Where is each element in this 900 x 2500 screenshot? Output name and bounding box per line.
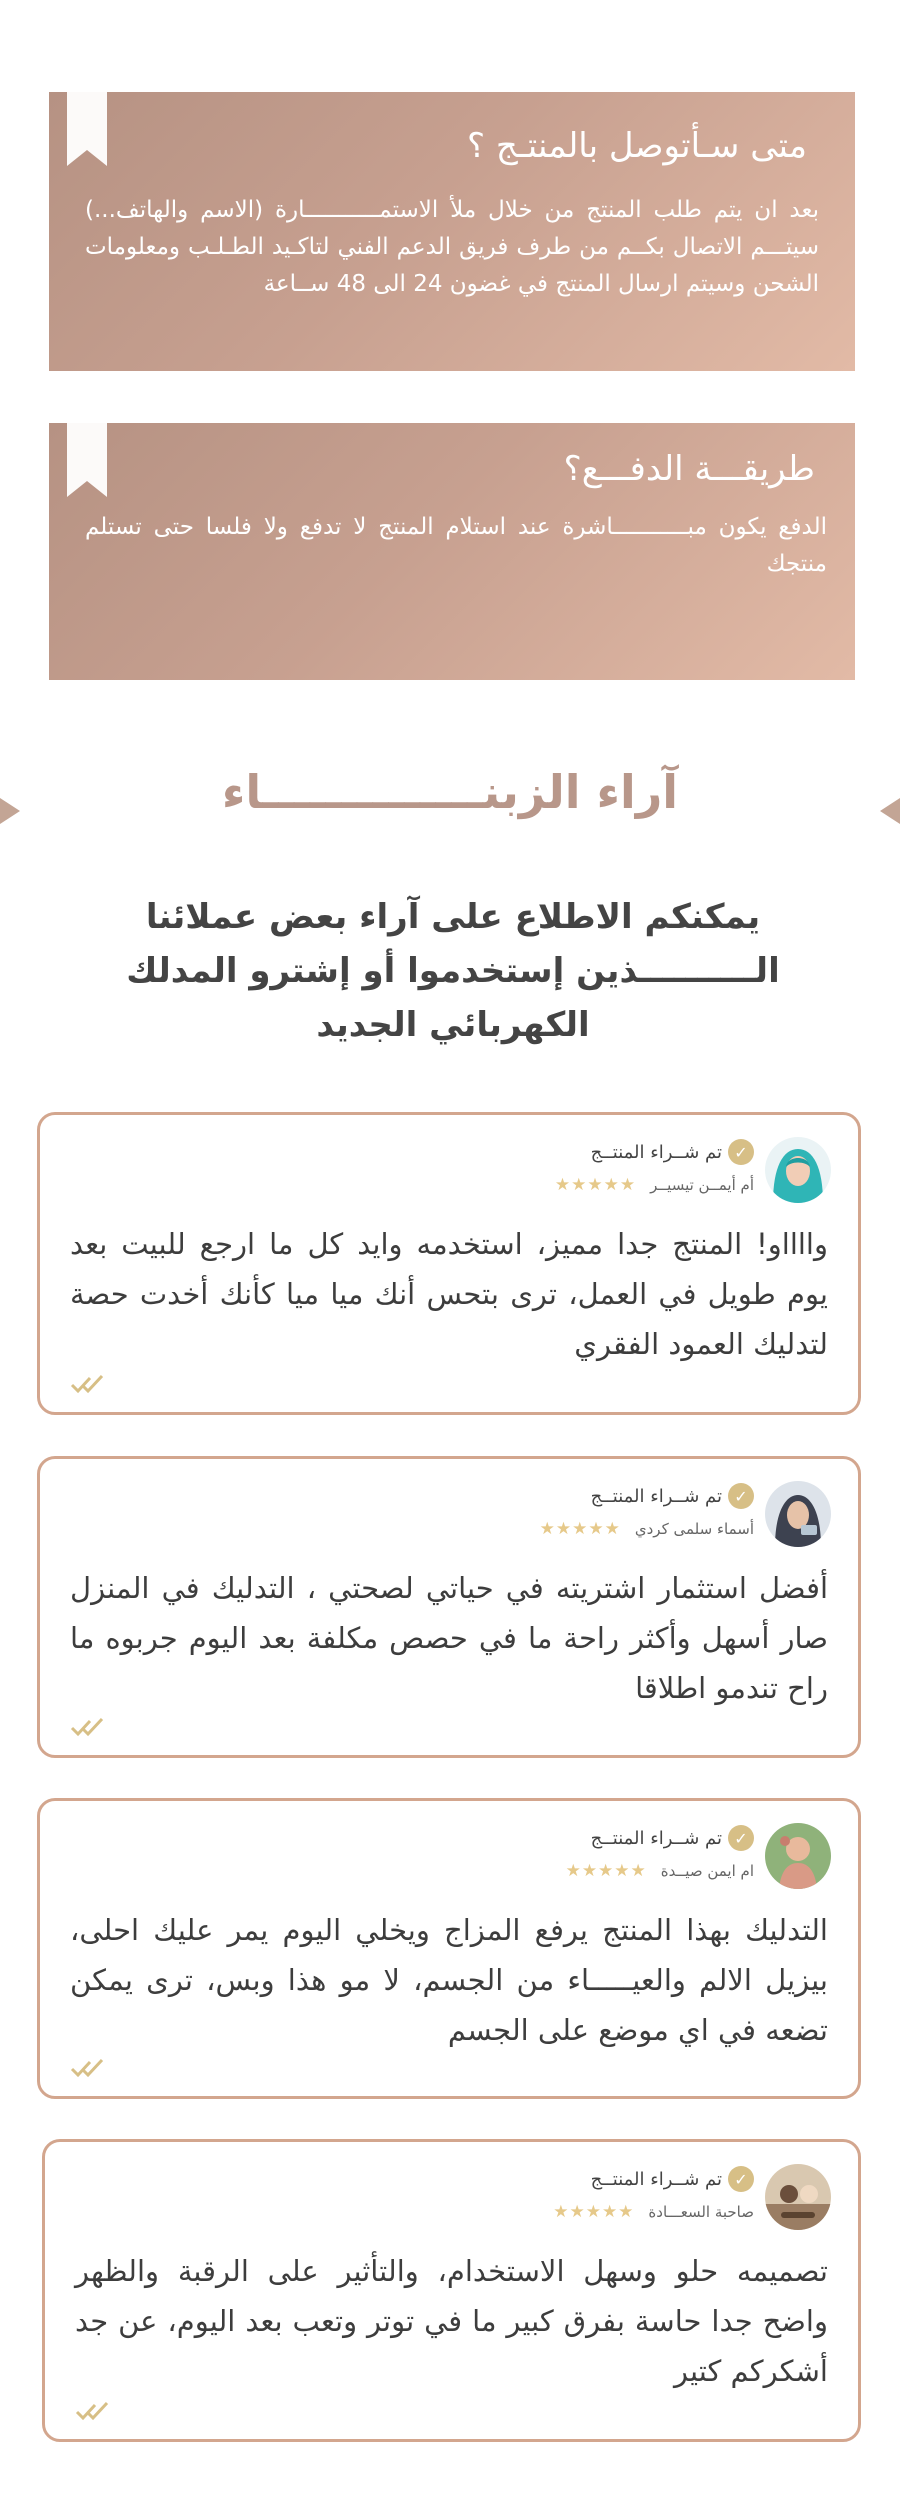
faq-question: طريقـــة الدفـــع؟	[563, 449, 815, 489]
reviews-title: آراء الزبنــــــــــــــاء	[221, 765, 679, 819]
review-card	[37, 1798, 861, 2099]
verified-label: تم شــراء المنتــج	[590, 1141, 722, 1163]
star-rating: ★★★★★	[553, 2202, 635, 2222]
verified-label: تم شــراء المنتــج	[590, 1827, 722, 1849]
avatar	[765, 2164, 831, 2230]
reviewer-meta	[566, 1861, 754, 1881]
reviewer-name: أسماء سلمى كردي	[634, 1520, 754, 1538]
reviewer-name: أم أيمــن تيسيــر	[650, 1176, 754, 1194]
star-rating: ★★★★★	[565, 1861, 647, 1881]
review-card	[37, 1456, 861, 1758]
reviews-intro: يمكنكم الاطلاع على آراء بعض عملائنا الــــــــــذين إستخدموا أو إشترو المدلك الكهربائي الجديد	[126, 897, 780, 1045]
verified-purchase	[591, 1825, 754, 1851]
review-card	[37, 1112, 861, 1415]
review-text: أفضل استثمار اشتريته في حياتي لصحتي ، التدليك في المنزل صار أسهل وأكثر راحة ما في حصص مكلفة بعد اليوم جربوه ما راح تندمو اطلاقا	[70, 1571, 828, 1705]
avatar	[765, 1823, 831, 1889]
reviewer-name: صاحبة السعـــادة	[648, 2203, 754, 2221]
double-check-icon	[70, 1374, 106, 1394]
double-check-icon	[75, 2401, 111, 2421]
review-text: وااااو! المنتج جدا مميز، استخدمه وايد كل ما ارجع للبيت بعد يوم طويل في العمل، ترى بتحس أنك ميا ميا كأنك أخدت حصة لتدليك العمود الفقري	[70, 1227, 828, 1361]
double-check-icon	[70, 2058, 106, 2078]
faq-card-payment	[49, 423, 855, 680]
verified-purchase	[591, 1139, 754, 1165]
verified-purchase	[591, 2166, 754, 2192]
verified-label: تم شــراء المنتــج	[590, 2168, 722, 2190]
reviewer-name: ام ايمن صيــدة	[660, 1862, 754, 1880]
double-check-icon	[70, 1717, 106, 1737]
star-rating: ★★★★★	[539, 1519, 621, 1539]
faq-answer: الدفع يكون مبـــــــــــاشرة عند استلام المنتج لا تدفع ولا فلسا حتى تستلم منتجك	[85, 514, 827, 577]
avatar	[765, 1481, 831, 1547]
reviewer-meta	[553, 2202, 754, 2222]
avatar	[765, 1137, 831, 1203]
review-card	[42, 2139, 861, 2442]
reviewer-meta	[555, 1175, 754, 1195]
bookmark-ribbon-icon	[67, 423, 107, 497]
verified-check-icon: ✓	[728, 1825, 754, 1851]
faq-question: متى سـأتوصل بالمنتـج ؟	[467, 126, 807, 166]
review-text: التدليك بهذا المنتج يرفع المزاج ويخلي اليوم يمر عليك احلى، بيزيل الالم والعيـــــاء من الجسم، لا مو هذا وبس، ترى يمكن تضعه في اي موضع على الجسم	[70, 1913, 828, 2047]
verified-purchase	[591, 1483, 754, 1509]
reviewer-meta	[540, 1519, 754, 1539]
star-rating: ★★★★★	[554, 1175, 637, 1195]
review-text: تصميمه حلو وسهل الاستخدام، والتأثير على الرقبة والظهر واضح جدا حاسة بفرق كبير ما في توتر وتعب بعد اليوم، عن جد أشكركم كتير	[75, 2254, 828, 2388]
verified-check-icon: ✓	[728, 1139, 754, 1165]
verified-check-icon: ✓	[728, 2166, 754, 2192]
bookmark-ribbon-icon	[67, 92, 107, 166]
faq-answer: بعد ان يتم طلب المنتج من خلال ملأ الاستمـــــــــــارة (الاسم والهاتف...) سيتـــم الاتصال بكــم من طرف فريق الدعم الفني لتاكـيد الطـلـب ومعلومات الشحن وسيتم ارسال المنتج في غضون 24 الى 48 ســاعة	[85, 197, 819, 297]
verified-check-icon: ✓	[728, 1483, 754, 1509]
faq-card-delivery	[49, 92, 855, 371]
verified-label: تم شــراء المنتــج	[590, 1485, 722, 1507]
